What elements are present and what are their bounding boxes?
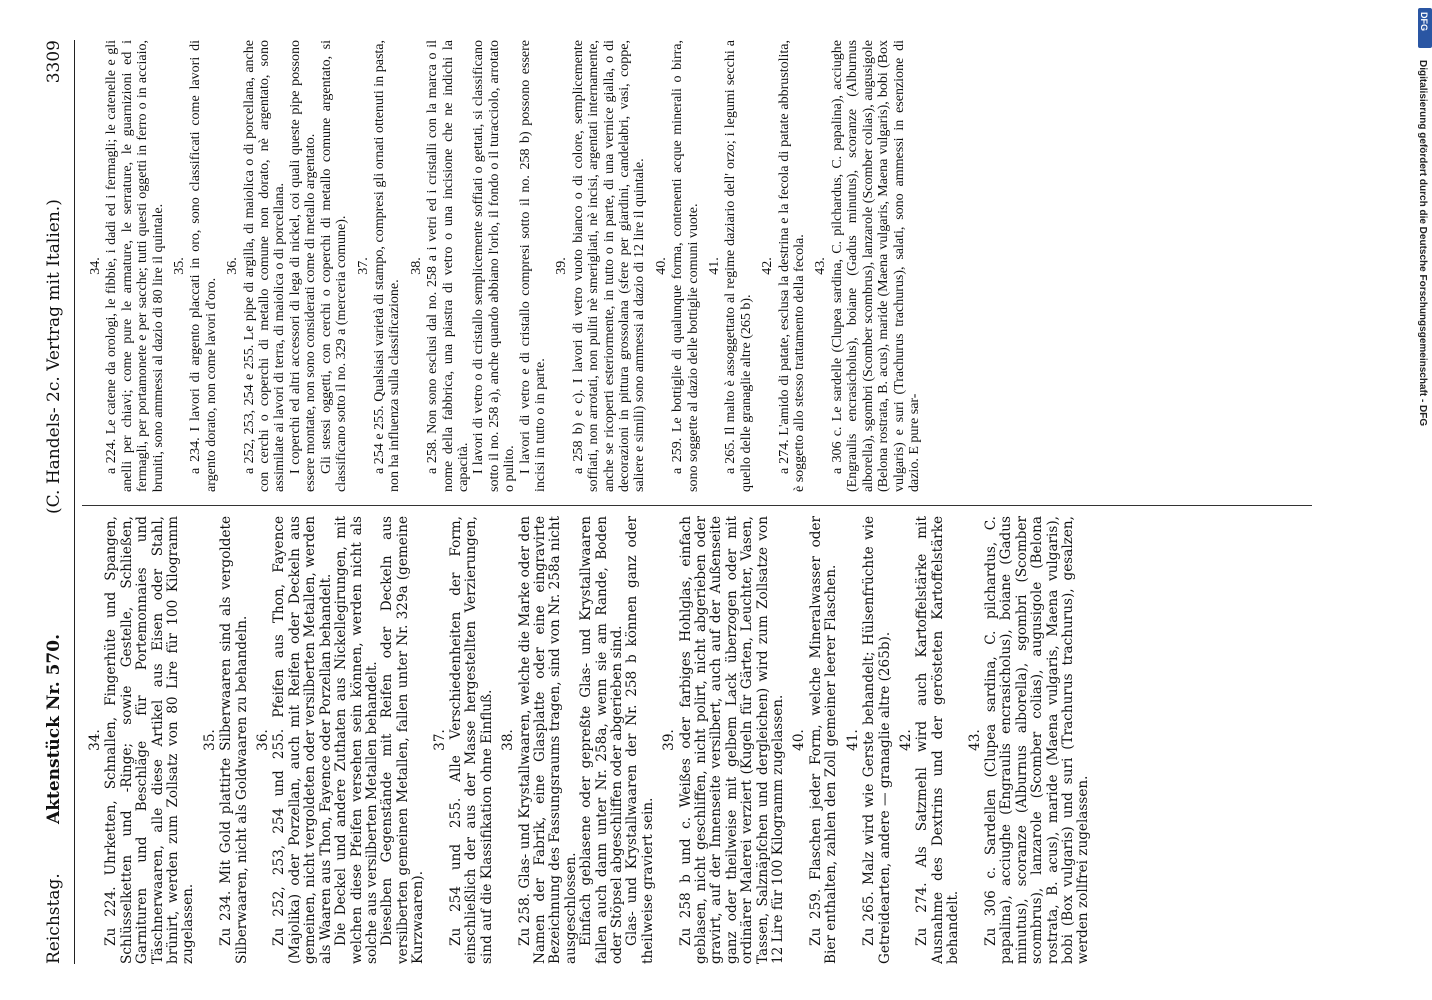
paragraph: Einfach geblasene oder gepreßte Glas- und Krystallwaaren fallen auch dann unter Nr. 258a, wenn sie am Rande, Boden oder Stöpsel abgeschliffen oder abgerieben sind. — [578, 516, 625, 964]
section-number: 40. — [791, 729, 808, 751]
paragraph: I lavori di vetro e di cristallo compresi sotto il no. 258 b) possono essere incisi in tutto o in parte. — [517, 40, 548, 492]
dfg-logo-text: DFG — [1419, 12, 1429, 31]
paragraph: Die Deckel und andere Zuthaten aus Nickellegirungen, mit welchen diese Pfeifen versehen sein können, werden nicht als solche aus versilberten Metallen behandelt. — [333, 516, 380, 964]
section-number: 41. — [707, 257, 723, 275]
paragraph: Zu 306 c. Sardellen (Clupea sardina, C. pilchardus, C. papalina), acciughe (Engraulis encrasicholus), boiane (Gadus minutus), scoranze (Alburnus alborella), sgombri (Scomber scombrus), lanzarole (Scomber colias), augusigole (Belona rostrata, B. acus), maride (Maena vulgaris, Maena vulgaris), bobi (Box vulgaris) und suri (Trachurus trachurus), gesalzen, werden zollfrei zugelassen. — [982, 516, 1092, 964]
section-number: 39. — [554, 257, 570, 275]
section-number: 34. — [87, 729, 103, 751]
paragraph: a 265. Il malto è assoggettato al regime daziario dell' orzo; i legumi secchi a quello delle granaglie altre (265 b). — [723, 40, 754, 492]
paragraph: Zu 254 und 255. Alle Verschiedenheiten der Form, einschließlich der aus der Masse hergestellten Verzierungen, sind auf die Klassifikation ohne Einfluß. — [447, 516, 495, 964]
paragraph: a 258 b) e c). I lavori di vetro vuoto bianco o di colore, semplicemente soffiati, non arrotati, non puliti nè smerigliati, nè incisi, argentati internamente, anche se ricoperti esteriormente, in tutto o in parte, di una vernice gialla, o di decorazioni in pittura grossolana (sfere per giardini, candelabri, vasi, coppe, saliere e simili) sono ammessi al dazio di 12 lire il quintale. — [570, 40, 648, 492]
paragraph: Zu 234. Mit Gold plattirte Silberwaaren sind als vergoldete Silberwaaren, nicht als Goldwaaren zu behandeln. — [218, 516, 250, 964]
paragraph: a 306 c. Le sardelle (Clupea sardina, C. pilchardus, C. papalina), acciughe (Engraulis encrasicholus), boiane (Gadus minutus), scoranze (Alburnus alborella), sgombri (Scomber scombrus), lanzarole (Scomber colias), augusigole (Belona rostrata, B. acus), maride (Maena vulgaris, Maena vulgaris), bobi (Box vulgaris) e suri (Trachurus trachurus), salati, sono ammessi in esenzione di dazio. E pure sar- — [829, 40, 922, 492]
paragraph: Zu 258. Glas- und Krystallwaaren, welche die Marke oder den Namen der Fabrik, eine Glasplatte oder eine eingravirte Bezeichnung des Fassungsraums tragen, sind von Nr. 258a nicht ausgeschlossen. — [516, 516, 579, 964]
paragraph: I coperchi ed altri accessori di lega di nickel, coi quali queste pipe possono essere montate, non sono considerati come di metallo argentato. — [287, 40, 319, 492]
section-number: 41. — [844, 729, 861, 751]
page-header — [40, 40, 75, 964]
dfg-logo — [1418, 8, 1432, 48]
section-number: 38. — [500, 729, 517, 751]
section-number: 37. — [355, 257, 371, 275]
section-number: 43. — [966, 729, 983, 751]
header-document-number: Aktenstück Nr. 570. — [44, 633, 64, 824]
paragraph: Zu 252, 253, 254 und 255. Pfeifen aus Thon, Fayence (Majolika) oder Porzellan, auch mit Reifen oder Deckeln aus gemeinen, nicht vergoldeten oder versilberten Metallen, werden als Waaren aus Thon, Fayence oder Porzellan behandelt. — [271, 516, 334, 964]
section-number: 37. — [431, 729, 448, 751]
paragraph: Zu 259. Flaschen jeder Form, welche Mineralwasser oder Bier enthalten, zahlen den Zoll gemeiner leerer Flaschen. — [807, 516, 840, 964]
digitization-credit — [1414, 60, 1432, 940]
paragraph: a 252, 253, 254 e 255. Le pipe di argilla, di maiolica o di porcellana, anche con cerchi o coperchi di metallo comune non dorato, nè argentato, sono assimilate ai lavori di terra, di maiolica o di porcellana. — [241, 40, 288, 492]
paragraph: a 224. Le catene da orologi, le fibbie, i dadi ed i fermagli; le catenelle e gli anelli per chiavi; come pure le armature, le serrature, le guarnizioni ed i fermagli, per portamonete e per sacche; tutti questi oggetti in ferro o in acciaio, bruniti, sono ammessi al dazio di 80 lire il quintale. — [104, 40, 166, 492]
column-divider — [82, 505, 1312, 506]
section-number: 42. — [760, 257, 776, 275]
italian-column — [82, 40, 1312, 492]
paragraph: Dieselben Gegenstände mit Reifen oder Deckeln aus versilberten gemeinen Metallen, fallen unter Nr. 329a (gemeine Kurzwaaren). — [379, 516, 427, 964]
paragraph: Gli stessi oggetti, con cerchi o coperchi di metallo comune argentato, si classificano sotto il no. 329 a (merceria comune). — [318, 40, 350, 492]
header-title: (C. Handels- 2c. Vertrag mit Italien.) — [44, 199, 64, 514]
header-reichstag: Reichstag. — [44, 873, 64, 964]
section-number: 42. — [897, 729, 914, 751]
paragraph: a 274. L'amido di patate, esclusa la destrina e la fecola di patate abbrustolita, è soggetto allo stesso trattamento della fecola. — [776, 40, 808, 492]
paragraph: a 259. Le bottiglie di qualunque forma, contenenti acque minerali o birra, sono soggette al dazio delle bottiglie comuni vuote. — [670, 40, 701, 492]
german-column — [82, 516, 1312, 964]
paragraph: Glas- und Krystallwaaren der Nr. 258 b können ganz oder theilweise graviert sein. — [624, 516, 656, 964]
page-number: 3309 — [44, 40, 64, 84]
section-number: 36. — [255, 729, 272, 751]
section-number: 40. — [653, 257, 669, 275]
section-number: 35. — [172, 257, 188, 275]
paragraph: Zu 274. Als Satzmehl wird auch Kartoffelstärke mit Ausnahme des Dextrins und der gerösteten Kartoffelstärke behandelt. — [914, 516, 962, 964]
section-number: 43. — [813, 257, 829, 275]
paragraph: a 254 e 255. Qualsiasi varietà di stampo, compresi gli ornati ottenuti in pasta, non ha influenza sulla classificazione. — [371, 40, 403, 492]
section-number: 36. — [225, 257, 241, 275]
paragraph: I lavori di vetro o di cristallo semplicemente soffiati o gettati, si classificano sotto il no. 258 a), anche quando abbiano l'orlo, il fondo o il turacciolo, arrotato o pulito. — [471, 40, 518, 492]
section-number: 39. — [661, 729, 678, 751]
section-number: 38. — [408, 257, 424, 275]
section-number: 34. — [88, 257, 103, 275]
digitization-credit-text: Digitalisierung gefördert durch die Deutsche Forschungsgemeinschaft - DFG — [1417, 60, 1428, 427]
section-number: 35. — [201, 729, 218, 751]
paragraph: Zu 258 b und c. Weißes oder farbiges Hohlglas, einfach geblasen, nicht geschliffen, nicht polirt, nicht abgerieben oder gravirt, auf der Innenseite versilbert, auch auf der Außenseite ganz oder theilweise mit gelbem Lack überzogen oder mit ordinärer Malerei verziert (Kugeln für Gärten, Leuchter, Vasen, Tassen, Salznäpfchen und dergleichen) wird zum Zollsatze von 12 Lire für 100 Kilogramm zugelassen. — [677, 516, 787, 964]
paragraph: Zu 265. Malz wird wie Gerste behandelt; Hülsenfrüchte wie Getreidearten, andere — granaglie altre (265b). — [861, 516, 893, 964]
paragraph: Zu 224. Uhrketten, Schnallen, Fingerhüte und Spangen, Schlüsselketten und -Ringe; sowie Gestelle, Schließen, Garnituren und Beschläge für Portemonnaies und Täschnerwaaren, alle diese Artikel aus Eisen oder Stahl, brünirt, werden zum Zollsatz von 80 Lire für 100 Kilogramm zugelassen. — [103, 516, 197, 964]
paragraph: a 258. Non sono esclusi dal no. 258 a i vetri ed i cristalli con la marca o il nome della fabbrica, una piastra di vetro o una incisione che ne indichi la capacità. — [425, 40, 471, 492]
paragraph: a 234. I lavori di argento placcati in oro, sono classificati come lavori di argento dorato, non come lavori d'oro. — [188, 40, 219, 492]
